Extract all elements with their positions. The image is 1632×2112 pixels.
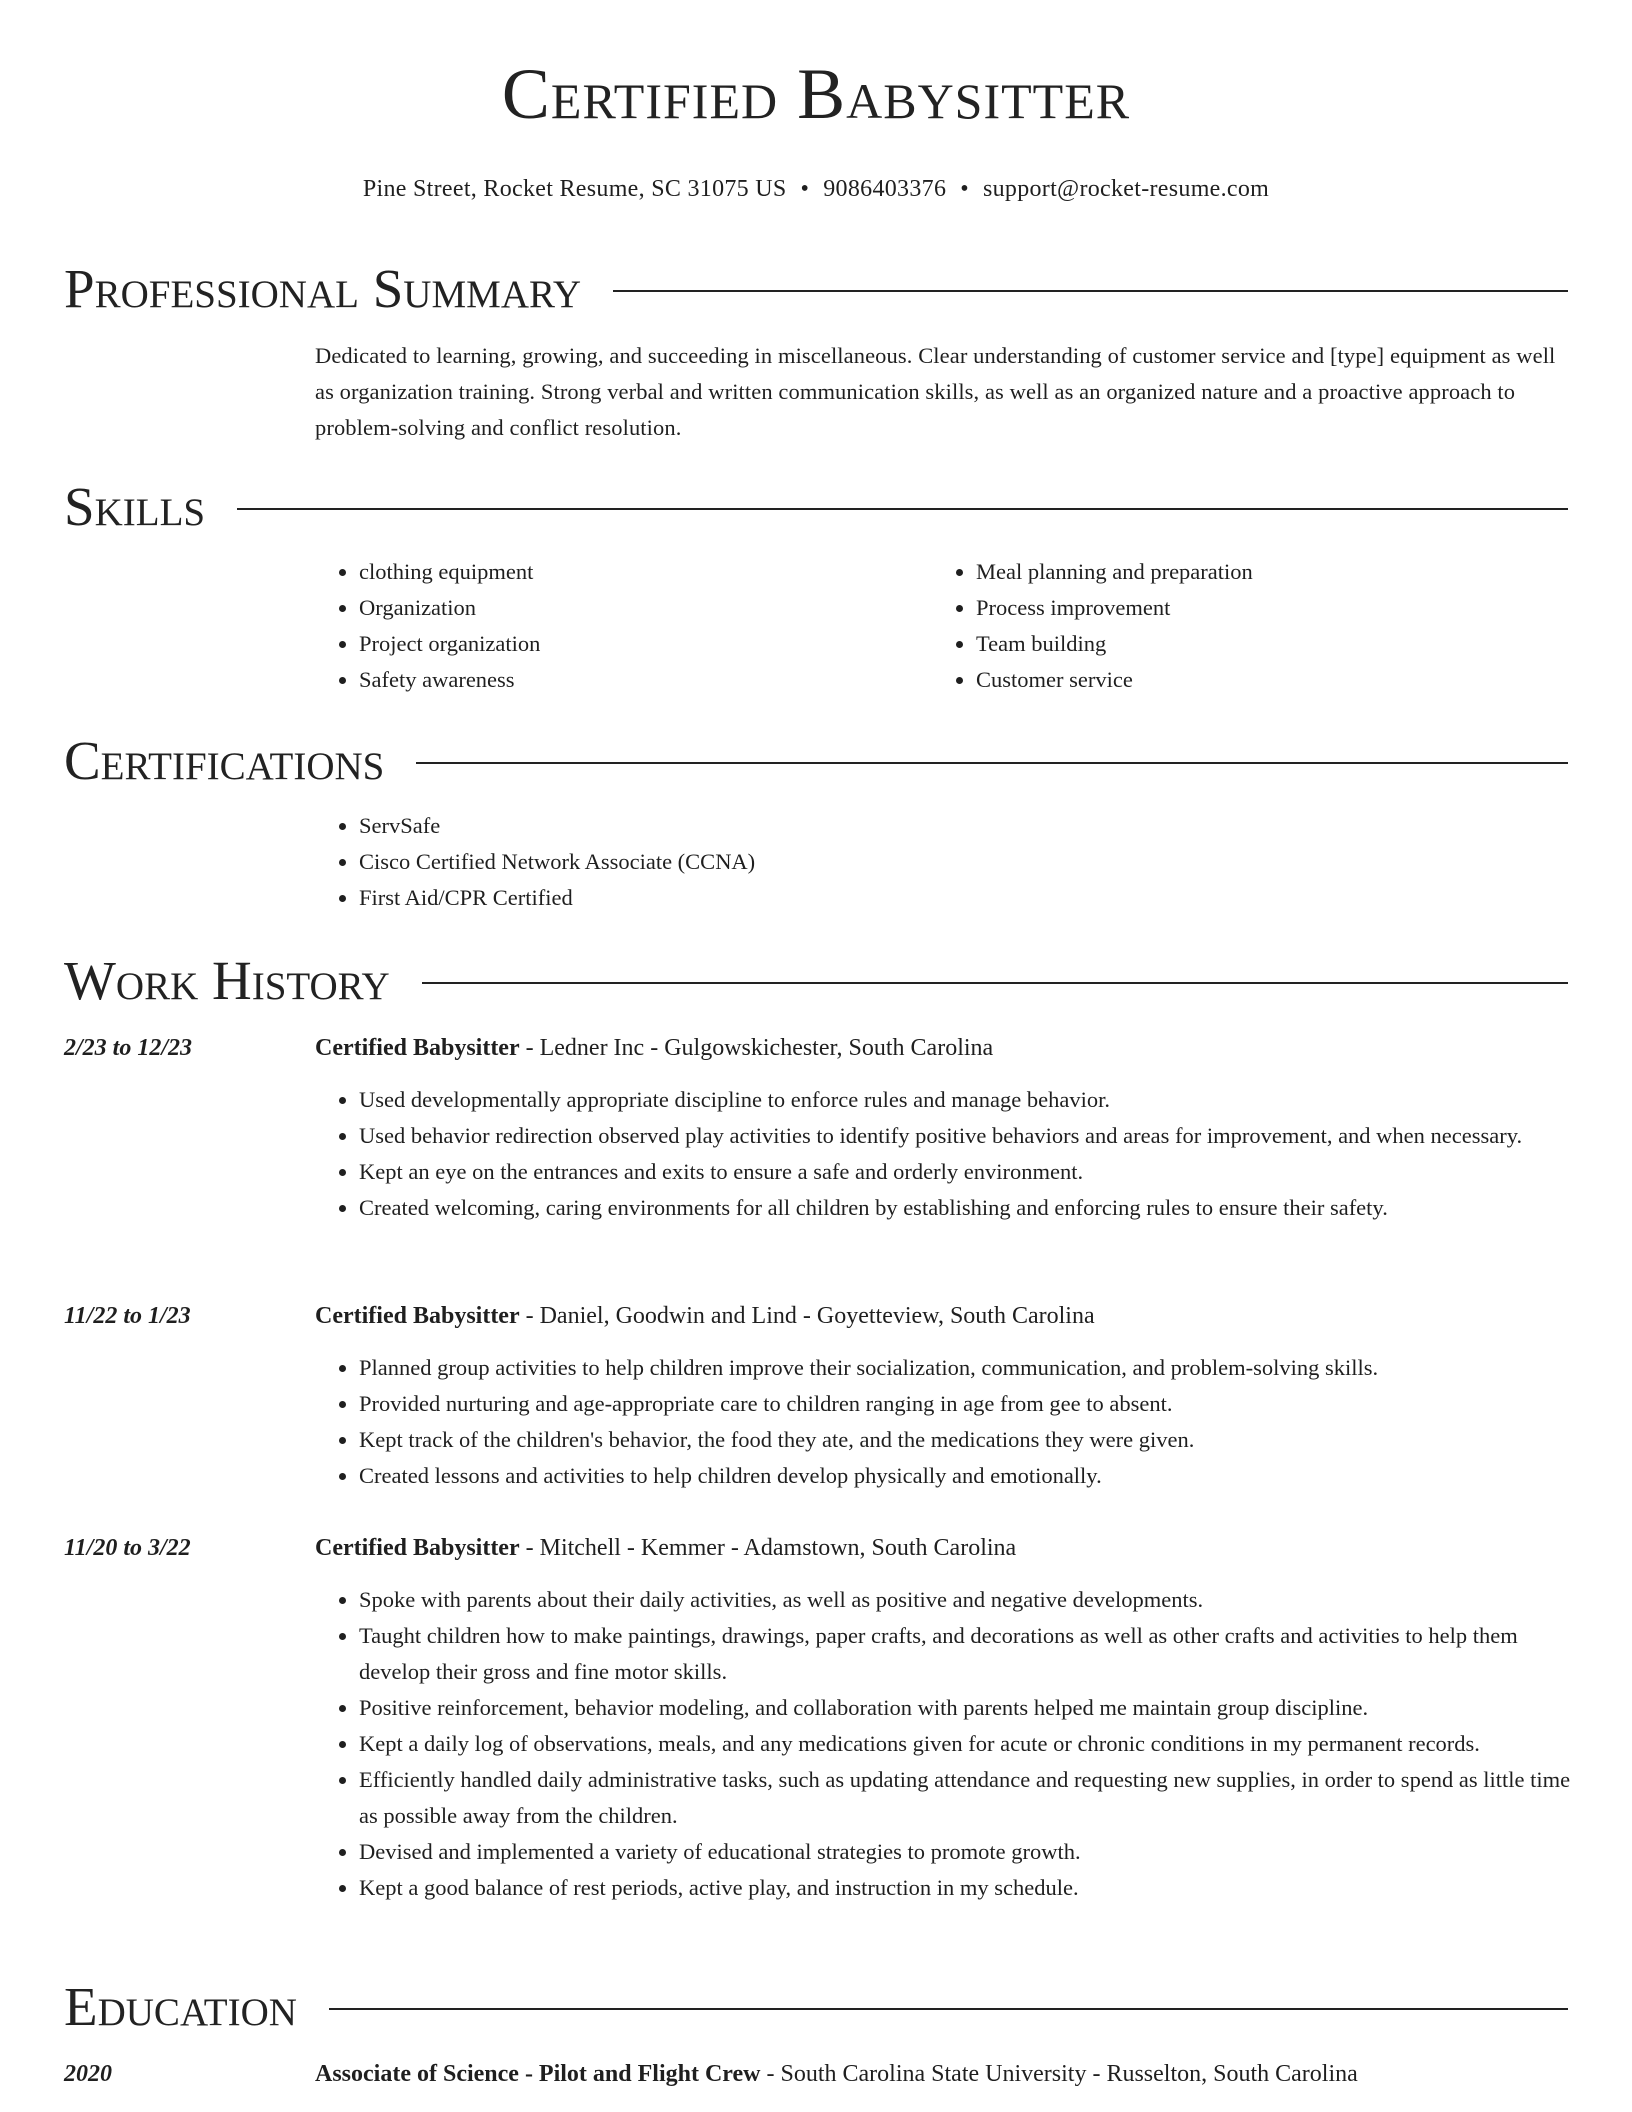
- job-duty-item: • Provided nurturing and age-appropriate care to children ranging in age from gee to absent.: [359, 1386, 1575, 1422]
- job-duty-item: • Taught children how to make paintings, drawings, paper crafts, and decorations as well as other crafts and activities to help them develop their gross and fine motor skills.: [359, 1618, 1575, 1690]
- job-duty-item: • Efficiently handled daily administrative tasks, such as updating attendance and requesting new supplies, in order to spend as little time as possible away from the children.: [359, 1762, 1575, 1834]
- education-degree: Associate of Science - Pilot and Flight Crew: [315, 2061, 761, 2087]
- section-divider: [416, 762, 1568, 764]
- skill-item: • Meal planning and preparation: [976, 554, 1532, 590]
- education-year: 2020: [64, 2061, 112, 2087]
- job-title-line: [315, 1298, 1575, 1334]
- job-employer: - Ledner Inc - Gulgowskichester, South Carolina: [519, 1035, 994, 1061]
- contact-phone: 9086403376: [823, 176, 947, 202]
- job-dates: 11/20 to 3/22: [64, 1535, 191, 1561]
- certifications-list: [315, 808, 1575, 916]
- job-role: Certified Babysitter: [315, 1303, 520, 1329]
- job-duty-item: • Kept a good balance of rest periods, active play, and instruction in my schedule.: [359, 1870, 1575, 1906]
- summary-text: Dedicated to learning, growing, and succeeding in miscellaneous. Clear understanding of customer service and [type] equipment as well as organization training. Strong verbal and written communication skills, as well as an organized nature and a proactive approach to problem-solving and conflict resolution.: [315, 343, 1556, 440]
- job-employer: - Mitchell - Kemmer - Adamstown, South Carolina: [519, 1535, 1017, 1561]
- section-divider: [422, 982, 1568, 984]
- skill-item: • Project organization: [359, 626, 915, 662]
- education-school: - South Carolina State University - Russelton, South Carolina: [760, 2061, 1358, 2087]
- education-line: [315, 2056, 1575, 2092]
- job-employer: - Daniel, Goodwin and Lind - Goyetteview, South Carolina: [519, 1303, 1095, 1329]
- job-duties: [315, 1082, 1575, 1226]
- certification-item: • First Aid/CPR Certified: [359, 880, 1575, 916]
- section-divider: [613, 290, 1568, 292]
- contact-separator: •: [800, 176, 810, 202]
- contact-email: support@rocket-resume.com: [982, 176, 1270, 202]
- certifications-section-title: Certifications: [64, 729, 385, 791]
- job-dates: 2/23 to 12/23: [64, 1035, 193, 1061]
- job-role: Certified Babysitter: [315, 1035, 520, 1061]
- job-duty-item: • Positive reinforcement, behavior modeling, and collaboration with parents helped me maintain group discipline.: [359, 1690, 1575, 1726]
- job-duty-item: • Used developmentally appropriate discipline to enforce rules and manage behavior.: [359, 1082, 1575, 1118]
- summary-section-title: Professional Summary: [64, 257, 582, 319]
- job-duties: [315, 1582, 1575, 1906]
- job-duty-item: • Devised and implemented a variety of educational strategies to promote growth.: [359, 1834, 1575, 1870]
- skill-item: • Organization: [359, 590, 915, 626]
- education-section-title: Education: [64, 1975, 297, 2037]
- job-dates: 11/22 to 1/23: [64, 1303, 191, 1329]
- job-duties: [315, 1350, 1575, 1494]
- job-duty-item: • Planned group activities to help children improve their socialization, communication, and problem-solving skills.: [359, 1350, 1575, 1386]
- job-title-line: [315, 1530, 1575, 1566]
- section-divider: [329, 2008, 1568, 2010]
- job-role: Certified Babysitter: [315, 1535, 520, 1561]
- candidate-name: Certified Babysitter: [501, 54, 1131, 134]
- skill-item: • Customer service: [976, 662, 1532, 698]
- contact-address: Pine Street, Rocket Resume, SC 31075 US: [362, 176, 787, 202]
- job-duty-item: • Created lessons and activities to help children develop physically and emotionally.: [359, 1458, 1575, 1494]
- job-duty-item: • Created welcoming, caring environments for all children by establishing and enforcing rules to ensure their safety.: [359, 1190, 1575, 1226]
- skill-item: • clothing equipment: [359, 554, 915, 590]
- work-section-header: [64, 950, 1568, 1010]
- certification-item: • Cisco Certified Network Associate (CCNA): [359, 844, 1575, 880]
- job-duty-item: • Kept an eye on the entrances and exits to ensure a safe and orderly environment.: [359, 1154, 1575, 1190]
- skill-item: • Safety awareness: [359, 662, 915, 698]
- skill-item: • Team building: [976, 626, 1532, 662]
- job-duty-item: • Used behavior redirection observed play activities to identify positive behaviors and areas for improvement, and when necessary.: [359, 1118, 1575, 1154]
- summary-section-header: [64, 258, 1568, 318]
- certifications-section-header: [64, 730, 1568, 790]
- skills-column-right: [932, 554, 1532, 698]
- skills-column-left: [315, 554, 915, 698]
- work-section-title: Work History: [64, 949, 390, 1011]
- certification-item: • ServSafe: [359, 808, 1575, 844]
- skill-item: • Process improvement: [976, 590, 1532, 626]
- skills-section-title: Skills: [64, 475, 206, 537]
- job-duty-item: • Kept a daily log of observations, meals, and any medications given for acute or chronic conditions in my permanent records.: [359, 1726, 1575, 1762]
- job-duty-item: • Spoke with parents about their daily activities, as well as positive and negative developments.: [359, 1582, 1575, 1618]
- contact-line: [0, 176, 1632, 203]
- skills-section-header: [64, 476, 1568, 536]
- contact-separator: •: [960, 176, 969, 202]
- section-divider: [237, 508, 1568, 510]
- education-section-header: [64, 1976, 1568, 2036]
- job-duty-item: • Kept track of the children's behavior, the food they ate, and the medications they were given.: [359, 1422, 1575, 1458]
- job-title-line: [315, 1030, 1575, 1066]
